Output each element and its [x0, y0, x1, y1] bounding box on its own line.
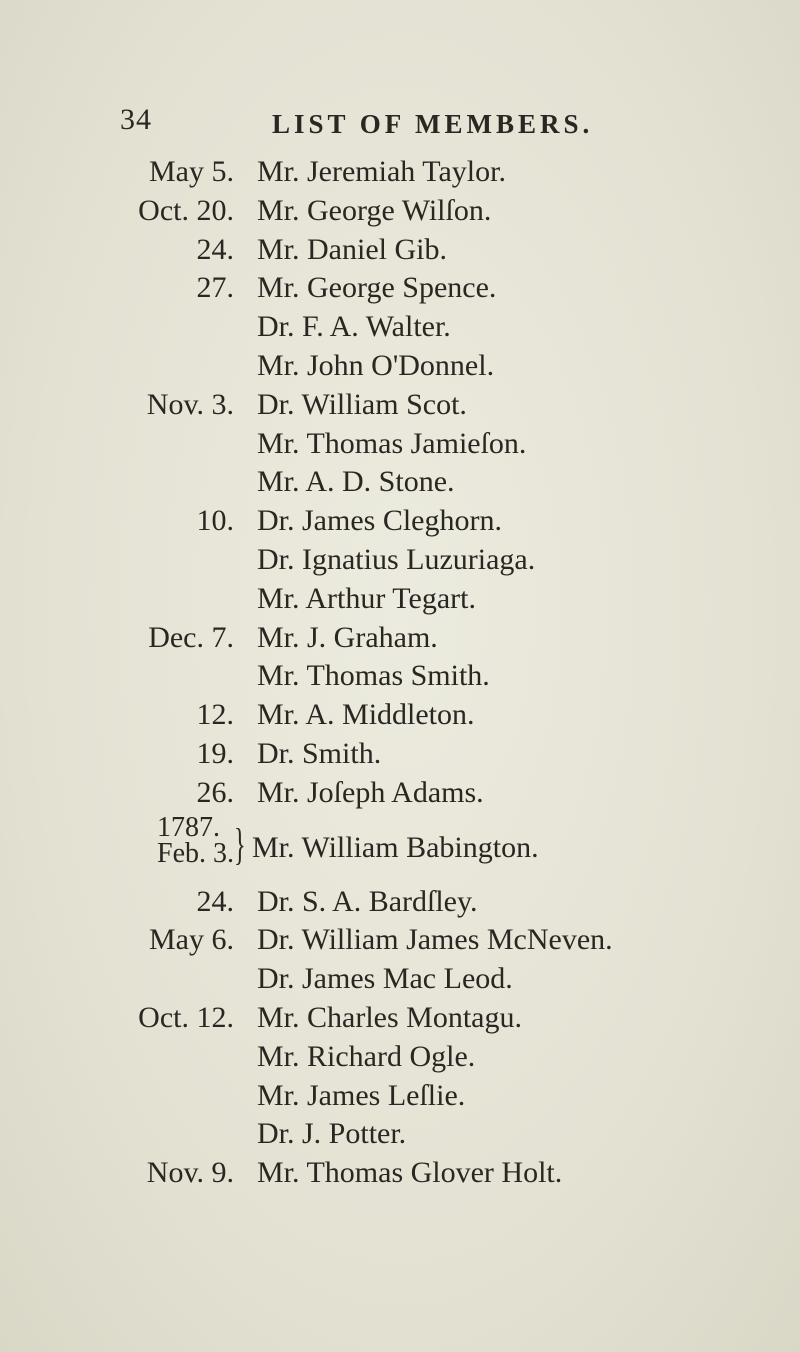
list-item	[0, 657, 800, 696]
entry-date: May 5.	[149, 155, 234, 188]
member-name: Mr. Arthur Tegart.	[257, 581, 476, 615]
member-name: Dr. J. Potter.	[257, 1117, 407, 1151]
members-list	[0, 153, 800, 1193]
entry-date: Nov. 9.	[146, 1156, 234, 1190]
member-name: Mr. Charles Montagu.	[257, 1000, 522, 1034]
entry-date: Oct. 20.	[138, 193, 234, 227]
list-item	[0, 580, 800, 619]
entry-date-stack	[114, 811, 234, 869]
list-item	[0, 735, 800, 774]
member-name: Mr. Joſeph Adams.	[257, 775, 484, 809]
entry-date: Oct. 12.	[138, 1000, 234, 1034]
list-item	[0, 308, 800, 347]
list-item	[0, 231, 800, 270]
member-name: Dr. James Mac Leod.	[257, 962, 513, 996]
entry-date: 19.	[196, 736, 234, 770]
member-name: Mr. Jeremiah Taylor.	[257, 155, 506, 188]
page-number: 34	[120, 103, 152, 136]
list-item	[0, 1115, 800, 1154]
running-title: LIST OF MEMBERS.	[272, 109, 594, 139]
list-item	[0, 463, 800, 502]
list-item	[0, 921, 800, 960]
entry-date: 24.	[196, 232, 234, 266]
list-item	[0, 1154, 800, 1193]
member-name: Mr. Richard Ogle.	[257, 1039, 476, 1073]
member-name: Mr. J. Graham.	[257, 620, 438, 654]
list-item	[0, 999, 800, 1038]
member-name: Mr. George Spence.	[257, 271, 497, 305]
member-name: Mr. Thomas Jamieſon.	[257, 426, 527, 460]
member-name: Dr. Smith.	[257, 736, 382, 770]
list-item	[0, 1038, 800, 1077]
entry-date: 27.	[196, 271, 234, 305]
entry-date: Feb. 3.	[157, 837, 234, 869]
member-name: Mr. William Babington.	[252, 830, 539, 864]
member-name: Mr. George Wilſon.	[257, 193, 492, 227]
member-name: Mr. Thomas Smith.	[257, 659, 490, 693]
member-name: Mr. John O'Donnel.	[257, 348, 495, 382]
member-name: Mr. Daniel Gib.	[257, 232, 447, 266]
list-item	[0, 619, 800, 658]
member-name: Mr. James Leſlie.	[257, 1078, 466, 1112]
member-name: Mr. A. D. Stone.	[257, 465, 455, 499]
member-name: Dr. S. A. Bardſley.	[257, 884, 478, 918]
list-item	[0, 269, 800, 308]
member-name: Dr. F. A. Walter.	[257, 310, 451, 344]
list-item	[0, 774, 800, 813]
page-header	[0, 103, 800, 143]
entry-date: 24.	[196, 884, 234, 918]
member-name: Mr. Thomas Glover Holt.	[257, 1156, 563, 1190]
entry-date: Dec. 7.	[148, 620, 234, 654]
list-item	[0, 696, 800, 735]
list-item	[0, 347, 800, 386]
list-item	[0, 883, 800, 922]
entry-date: Nov. 3.	[146, 387, 234, 421]
member-name: Dr. James Cleghorn.	[257, 504, 502, 538]
entry-date: 26.	[196, 775, 234, 809]
brace-mark: }	[234, 819, 246, 869]
list-item	[0, 1077, 800, 1116]
list-item	[0, 502, 800, 541]
list-item	[0, 192, 800, 231]
list-item	[0, 386, 800, 425]
member-name: Dr. William Scot.	[257, 387, 467, 421]
member-name: Dr. William James McNeven.	[257, 923, 613, 957]
entry-date: 10.	[196, 504, 234, 538]
entry-date: May 6.	[149, 923, 234, 957]
list-item	[0, 541, 800, 580]
list-item	[0, 960, 800, 999]
list-item	[0, 425, 800, 464]
entry-date: 12.	[196, 698, 234, 732]
entry-year: 1787.	[157, 811, 220, 843]
list-item	[0, 153, 800, 192]
member-name: Mr. A. Middleton.	[257, 698, 475, 732]
member-name: Dr. Ignatius Luzuriaga.	[257, 542, 536, 576]
list-item-bracketed	[0, 813, 800, 883]
